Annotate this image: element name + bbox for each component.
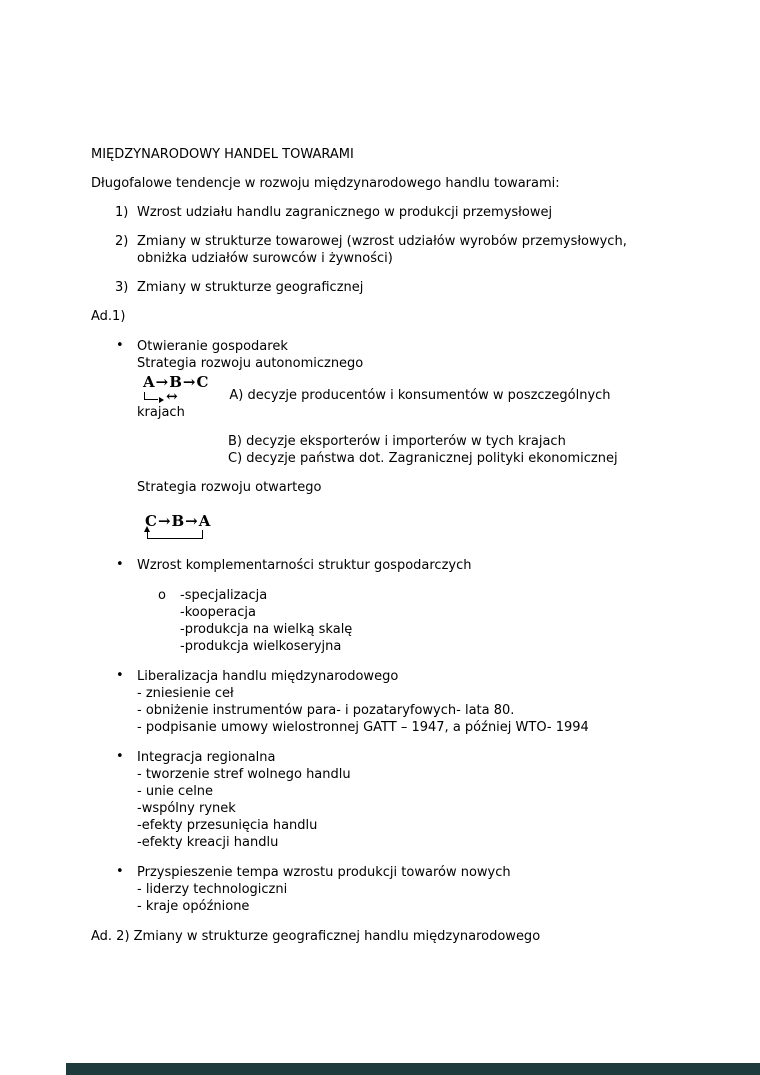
liberalization-line: - obniżenie instrumentów para- i pozataryfowych- lata 80. [137, 703, 515, 718]
bullet-content [137, 749, 680, 851]
acceleration-header: Przyspieszenie tempa wzrostu produkcji towarów nowych [137, 865, 511, 880]
ad2-label: Ad. 2) Zmiany w strukturze geograficznej handlu międzynarodowego [91, 929, 541, 944]
intro-paragraph: Długofalowe tendencje w rozwoju międzynarodowego handlu towarami: [91, 176, 560, 191]
bullet-acceleration [91, 864, 680, 915]
item-text: Zmiany w strukturze geograficznej [137, 280, 364, 295]
bullet-icon: • [116, 668, 124, 683]
bullet-icon: • [116, 749, 124, 764]
item-number: 2) [115, 234, 129, 249]
bullet-icon: • [116, 338, 124, 353]
bullet-content [137, 338, 680, 539]
decision-c: C) decyzje państwa dot. Zagranicznej polityki ekonomicznej [228, 451, 618, 466]
double-arrow-icon: ↔ [166, 389, 178, 405]
integration-line: - unie celne [137, 784, 214, 799]
bullet-icon: • [116, 557, 124, 572]
numbered-list [91, 204, 680, 296]
sublist-text: -specjalizacja [180, 588, 268, 603]
bullet-content [137, 864, 680, 915]
bullet-integration [91, 749, 680, 851]
numbered-item-1 [91, 204, 680, 221]
numbered-item-2 [91, 233, 680, 267]
liberalization-header: Liberalizacja handlu międzynarodowego [137, 669, 399, 684]
autonomous-strategy-diagram [143, 375, 209, 404]
sublist-item [137, 604, 680, 621]
bullet-liberalization [91, 668, 680, 736]
complementarity-sublist [137, 587, 680, 655]
sublist-text: -produkcja na wielką skalę [180, 622, 353, 637]
liberalization-line: - zniesienie ceł [137, 686, 234, 701]
item-text: Wzrost udziału handlu zagranicznego w produkcji przemysłowej [137, 205, 553, 220]
decision-a-line1: A) decyzje producentów i konsumentów w poszczególnych [229, 388, 611, 403]
ad1-label: Ad.1) [91, 309, 126, 324]
sublist-text: -produkcja wielkoseryjna [180, 639, 342, 654]
sublist-item [137, 621, 680, 638]
complementarity-header: Wzrost komplementarności struktur gospodarczych [137, 558, 472, 573]
sublist-item [137, 638, 680, 655]
diagram-open-letters: C→B→A [145, 512, 212, 530]
integration-line: -efekty kreacji handlu [137, 835, 279, 850]
diagram-autonomous-arrows [143, 389, 209, 405]
autonomous-strategy-label: Strategia rozwoju autonomicznego [137, 356, 364, 371]
autonomous-strategy-diagram-row [137, 375, 680, 404]
bullet-complementarity [91, 557, 680, 655]
decision-b: B) decyzje eksporterów i importerów w tych krajach [228, 434, 566, 449]
footer-bar [66, 1063, 760, 1075]
sublist-item [137, 587, 680, 604]
sub-bullet-icon: o [158, 588, 166, 603]
acceleration-line: - kraje opóźnione [137, 899, 250, 914]
open-strategy-label: Strategia rozwoju otwartego [137, 480, 322, 495]
open-strategy-diagram [145, 514, 680, 539]
item-number: 3) [115, 280, 129, 295]
diagram-autonomous-letters: A→B→C [143, 373, 210, 391]
document-title: MIĘDZYNARODOWY HANDEL TOWARAMI [91, 147, 354, 162]
integration-line: - tworzenie stref wolnego handlu [137, 767, 351, 782]
hook-right-arrow-icon [144, 392, 158, 400]
integration-line: -wspólny rynek [137, 801, 236, 816]
bullet-opening-economies [91, 338, 680, 539]
bullet-content [137, 557, 680, 655]
liberalization-line: - podpisanie umowy wielostronnej GATT – 1947, a później WTO- 1994 [137, 720, 589, 735]
document-content [91, 146, 680, 945]
item-number: 1) [115, 205, 129, 220]
bullet-icon: • [116, 864, 124, 879]
integration-header: Integracja regionalna [137, 750, 276, 765]
item-text: Zmiany w strukturze towarowej (wzrost udziałów wyrobów przemysłowych, obniżka udziałów surowców i żywności) [137, 234, 627, 266]
decision-a-line2: krajach [137, 405, 185, 420]
numbered-item-3 [91, 279, 680, 296]
bullet-content [137, 668, 680, 736]
acceleration-line: - liderzy technologiczni [137, 882, 288, 897]
sublist-text: -kooperacja [180, 605, 256, 620]
opening-line1: Otwieranie gospodarek [137, 339, 288, 354]
arrowhead-up-icon [144, 526, 150, 532]
return-up-arrow-icon [147, 530, 203, 539]
integration-line: -efekty przesunięcia handlu [137, 818, 318, 833]
